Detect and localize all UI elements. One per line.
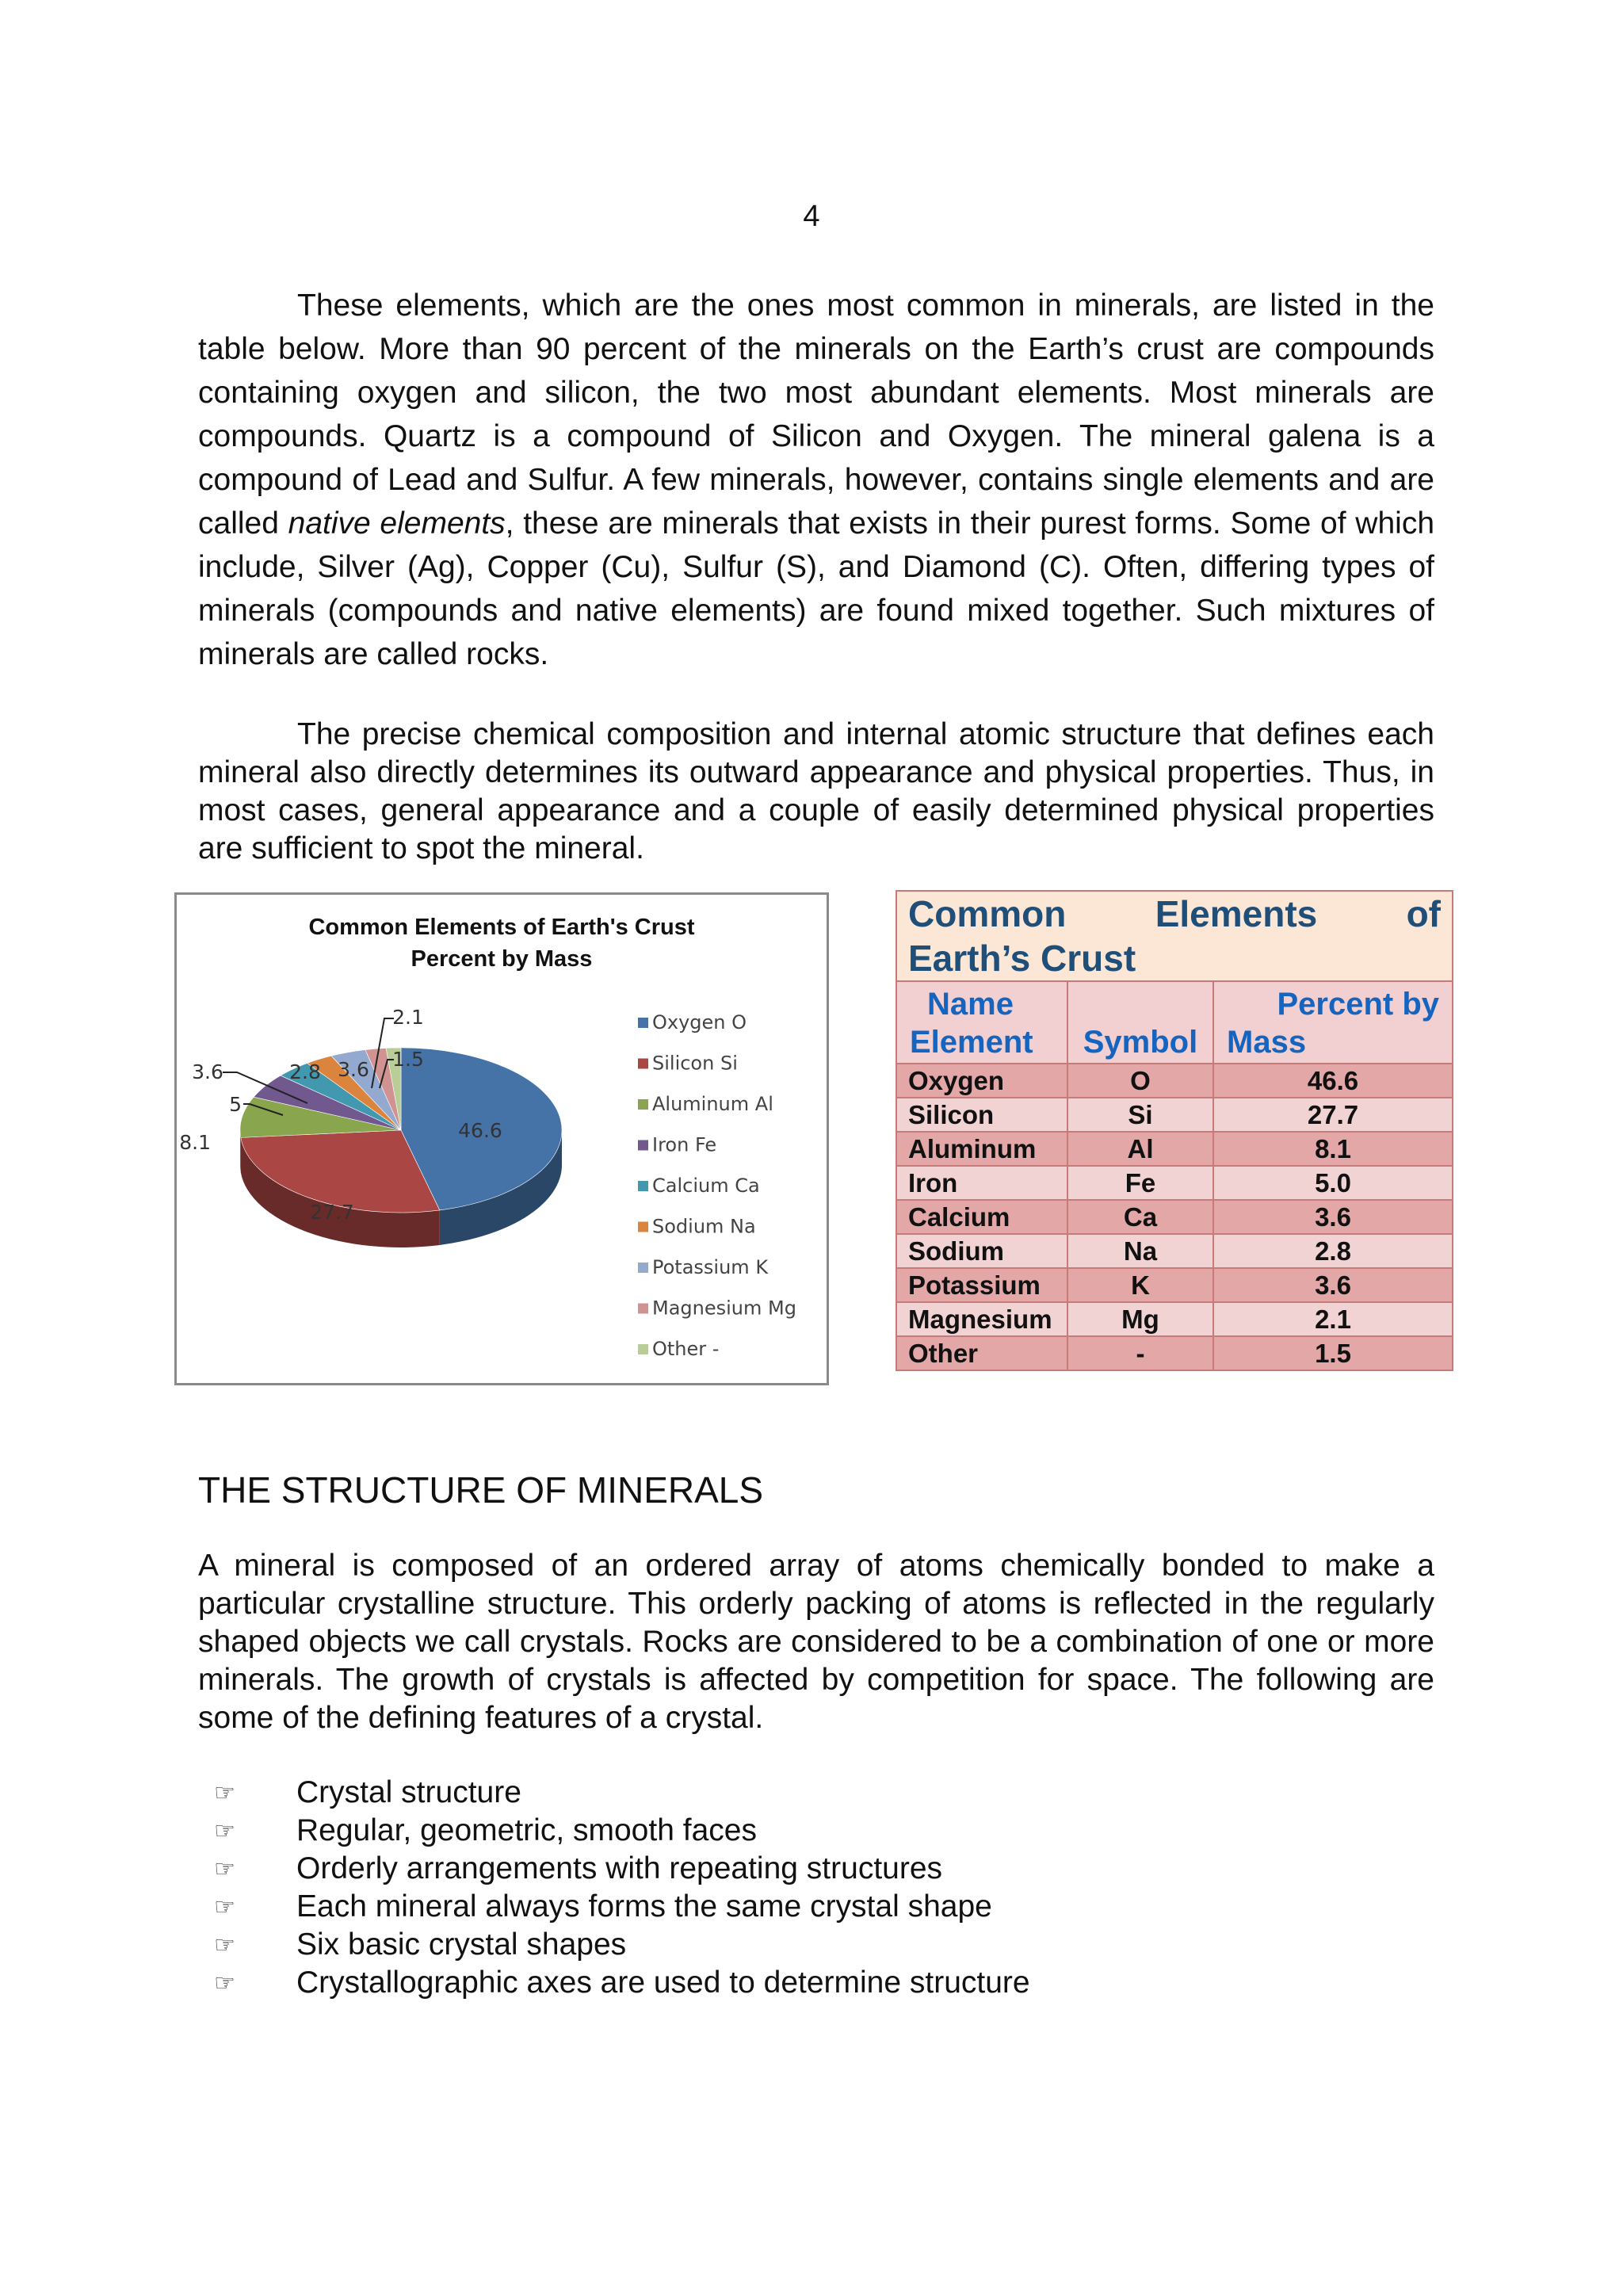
cell-element: Potassium bbox=[896, 1268, 1067, 1302]
legend-label: Silicon Si bbox=[652, 1052, 738, 1075]
list-item bbox=[214, 1888, 1030, 1926]
pie-chart bbox=[177, 895, 827, 1383]
cell-element: Calcium bbox=[896, 1200, 1067, 1234]
list-item bbox=[214, 1964, 1030, 2002]
list-item-text: Six basic crystal shapes bbox=[296, 1927, 627, 1962]
intro-paragraph bbox=[198, 284, 1434, 676]
pointing-hand-icon: ☞ bbox=[214, 1893, 235, 1921]
structure-paragraph: A mineral is composed of an ordered array of atoms chemically bonded to make a particular crystalline structure. This orderly packing of atoms is reflected in the regularly shaped objects we call crystals. Rocks are considered to be a combination of one or more minerals. The growth of crystals is affected by competition for space. The following are some of the defining features of a crystal. bbox=[198, 1549, 1434, 1735]
cell-percent: 2.1 bbox=[1213, 1302, 1453, 1336]
cell-element: Magnesium bbox=[896, 1302, 1067, 1336]
chart-title: Common Elements of Earth's Crust bbox=[308, 915, 695, 940]
cell-symbol: K bbox=[1067, 1268, 1213, 1302]
cell-symbol: Ca bbox=[1067, 1200, 1213, 1234]
cell-symbol: Si bbox=[1067, 1098, 1213, 1132]
table-row bbox=[896, 1200, 1453, 1234]
legend-swatch bbox=[638, 1140, 648, 1151]
cell-symbol: Na bbox=[1067, 1234, 1213, 1268]
crystal-features-list bbox=[214, 1774, 1030, 2002]
legend-label: Calcium Ca bbox=[652, 1175, 760, 1197]
table-title bbox=[896, 891, 1453, 981]
cell-percent: 8.1 bbox=[1213, 1132, 1453, 1166]
pointing-hand-icon: ☞ bbox=[214, 1931, 235, 1959]
cell-percent: 3.6 bbox=[1213, 1268, 1453, 1302]
cell-element: Aluminum bbox=[896, 1132, 1067, 1166]
cell-symbol: Mg bbox=[1067, 1302, 1213, 1336]
legend-swatch bbox=[638, 1018, 648, 1028]
native-elements-term: native elements bbox=[288, 506, 506, 541]
cell-symbol: Fe bbox=[1067, 1166, 1213, 1200]
cell-symbol: Al bbox=[1067, 1132, 1213, 1166]
pointing-hand-icon: ☞ bbox=[214, 1969, 235, 1997]
pie-data-label: 2.8 bbox=[289, 1060, 321, 1083]
header-name-element bbox=[896, 981, 1067, 1064]
header-name-line-2: Element bbox=[910, 1025, 1033, 1060]
list-item bbox=[214, 1926, 1030, 1964]
list-item-text: Crystallographic axes are used to determine structure bbox=[296, 1966, 1030, 2000]
table-title-word-1: Common bbox=[908, 893, 1067, 934]
chart-legend bbox=[638, 1011, 796, 1360]
table-row bbox=[896, 1166, 1453, 1200]
list-item-text: Crystal structure bbox=[296, 1775, 521, 1809]
table-row bbox=[896, 1234, 1453, 1268]
pointing-hand-icon: ☞ bbox=[214, 1817, 235, 1845]
pie-data-label: 3.6 bbox=[192, 1060, 223, 1083]
cell-percent: 27.7 bbox=[1213, 1098, 1453, 1132]
cell-element: Other bbox=[896, 1336, 1067, 1370]
chart-subtitle: Percent by Mass bbox=[411, 946, 593, 972]
cell-percent: 2.8 bbox=[1213, 1234, 1453, 1268]
page-number: 4 bbox=[803, 200, 820, 233]
legend-swatch bbox=[638, 1181, 648, 1191]
table-row bbox=[896, 1302, 1453, 1336]
cell-percent: 5.0 bbox=[1213, 1166, 1453, 1200]
pie-data-label: 3.6 bbox=[338, 1058, 369, 1081]
header-symbol: Symbol bbox=[1067, 981, 1213, 1064]
pie-data-label: 1.5 bbox=[392, 1048, 424, 1071]
legend-label: Sodium Na bbox=[652, 1215, 756, 1238]
intro-text-a: These elements, which are the ones most common in minerals, are listed in the table below. More than 90 percent of the minerals on the Earth’s crust are compounds containing oxygen and silicon, the two most abundant elements. Most minerals are compounds. Quartz is a compound of Silicon and Oxygen. The mineral galena is a compound of Lead and Sulfur. A few minerals, however, contains single elements and are called bbox=[198, 288, 1434, 541]
pie-slices bbox=[240, 1048, 562, 1213]
header-percent-by-mass bbox=[1213, 981, 1453, 1064]
header-percent-line-1: Percent by bbox=[1277, 987, 1439, 1022]
list-item bbox=[214, 1812, 1030, 1850]
pie-data-label: 8.1 bbox=[179, 1131, 211, 1154]
legend-label: Magnesium Mg bbox=[652, 1297, 796, 1320]
pointing-hand-icon: ☞ bbox=[214, 1855, 235, 1883]
section-heading: THE STRUCTURE OF MINERALS bbox=[198, 1469, 764, 1511]
table-row bbox=[896, 1268, 1453, 1302]
pie-data-label: 46.6 bbox=[458, 1119, 502, 1142]
header-name-line-1: Name bbox=[927, 987, 1014, 1022]
cell-percent: 3.6 bbox=[1213, 1200, 1453, 1234]
cell-symbol: O bbox=[1067, 1064, 1213, 1098]
legend-label: Oxygen O bbox=[652, 1011, 747, 1033]
composition-paragraph: The precise chemical composition and internal atomic structure that defines each mineral also directly determines its outward appearance and physical properties. Thus, in most cases, general appearance and a couple of easily determined physical properties are sufficient to spot the mineral. bbox=[198, 717, 1434, 865]
cell-element: Sodium bbox=[896, 1234, 1067, 1268]
cell-symbol: - bbox=[1067, 1336, 1213, 1370]
cell-percent: 46.6 bbox=[1213, 1064, 1453, 1098]
table-row bbox=[896, 1132, 1453, 1166]
legend-swatch bbox=[638, 1099, 648, 1110]
list-item-text: Each mineral always forms the same crystal shape bbox=[296, 1889, 992, 1924]
table-title-line-2: Earth’s Crust bbox=[908, 938, 1136, 979]
cell-element: Iron bbox=[896, 1166, 1067, 1200]
legend-label: Other - bbox=[652, 1338, 720, 1360]
pie-data-label: 5 bbox=[229, 1093, 242, 1116]
list-item-text: Orderly arrangements with repeating structures bbox=[296, 1851, 943, 1885]
legend-swatch bbox=[638, 1263, 648, 1273]
cell-element: Silicon bbox=[896, 1098, 1067, 1132]
legend-swatch bbox=[638, 1059, 648, 1069]
list-item-text: Regular, geometric, smooth faces bbox=[296, 1813, 757, 1847]
table-title-word-2: Elements bbox=[1155, 893, 1318, 934]
list-item bbox=[214, 1850, 1030, 1888]
pie-chart-frame bbox=[174, 892, 829, 1385]
pie-data-label: 2.1 bbox=[392, 1006, 424, 1029]
legend-swatch bbox=[638, 1344, 648, 1354]
legend-swatch bbox=[638, 1304, 648, 1314]
pointing-hand-icon: ☞ bbox=[214, 1778, 235, 1807]
table-header-row bbox=[896, 981, 1453, 1064]
legend-label: Aluminum Al bbox=[652, 1093, 773, 1115]
table-row bbox=[896, 1336, 1453, 1370]
table-row bbox=[896, 1064, 1453, 1098]
header-percent-line-2: Mass bbox=[1227, 1025, 1307, 1060]
list-item bbox=[214, 1774, 1030, 1812]
table-title-word-3: of bbox=[1406, 893, 1441, 934]
elements-table bbox=[896, 890, 1453, 1371]
legend-label: Iron Fe bbox=[652, 1133, 717, 1156]
cell-element: Oxygen bbox=[896, 1064, 1067, 1098]
legend-label: Potassium K bbox=[652, 1256, 769, 1278]
cell-percent: 1.5 bbox=[1213, 1336, 1453, 1370]
legend-swatch bbox=[638, 1222, 648, 1232]
table-row bbox=[896, 1098, 1453, 1132]
pie-data-label: 27.7 bbox=[310, 1201, 354, 1224]
intro-text-b: , these are minerals that exists in their purest forms. Some of which include, Silver (Ag), Copper (Cu), Sulfur (S), and Diamond (C). Often, differing types of minerals (compounds and native elements) are found mixed together. Such mixtures of minerals are called rocks. bbox=[198, 506, 1435, 671]
